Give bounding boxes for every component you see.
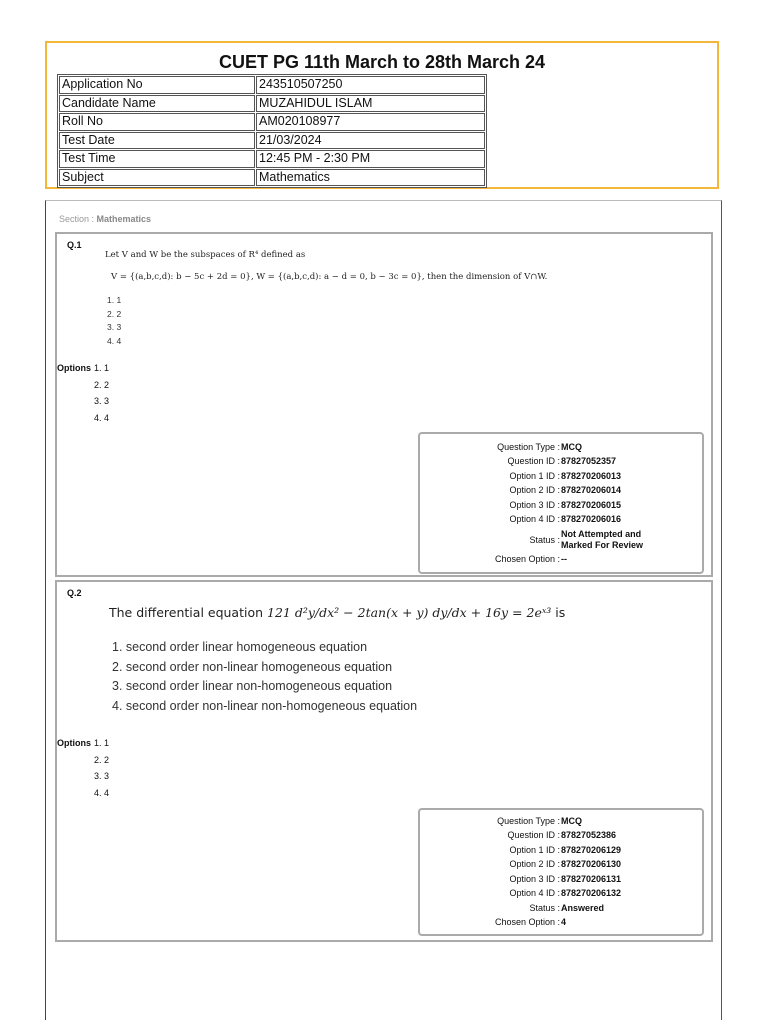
choice-item: 4. 4 — [107, 335, 122, 346]
candidate-info-table — [57, 74, 487, 188]
subject-label: Subject — [59, 169, 255, 187]
status-value: Answered — [561, 903, 605, 913]
table-row — [59, 150, 485, 168]
candidate-header — [45, 41, 719, 189]
test-date-value: 21/03/2024 — [256, 132, 485, 150]
question-id-value: 87827052386 — [561, 830, 617, 840]
candidate-name-value: MUZAHIDUL ISLAM — [256, 95, 485, 113]
section-name: Mathematics — [96, 214, 152, 224]
choice-item: 2. second order non-linear homogeneous equation — [112, 659, 393, 674]
subject-value: Mathematics — [256, 169, 485, 187]
question-number: Q.2 — [67, 588, 82, 598]
choice-list — [112, 638, 417, 716]
option-item: 4. 4 — [94, 787, 110, 798]
question-stem-line2: V = {(a,b,c,d): b − 5c + 2d = 0}, W = {(a,b,c,d): a − d = 0, b − 3c = 0}, then the dimension of V∩W. — [111, 272, 548, 282]
question-number: Q.1 — [67, 240, 82, 250]
test-time-label: Test Time — [59, 150, 255, 168]
option-item: 3. 3 — [94, 396, 110, 406]
equation: 121 d²y/dx² − 2tan(x + y) dy/dx + 16y = 2eˣ³ — [267, 605, 552, 620]
page-title: CUET PG 11th March to 28th March 24 — [218, 52, 546, 72]
section-prefix: Section : — [59, 214, 97, 224]
chosen-option-value: -- — [561, 554, 567, 564]
choice-item: 4. second order non-linear non-homogeneous equation — [112, 698, 418, 713]
application-no-value: 243510507250 — [256, 76, 485, 94]
choice-item: 3. 3 — [107, 322, 122, 332]
chosen-option-value: 4 — [561, 917, 567, 927]
application-no-label: Application No — [59, 76, 255, 94]
status-value: Not Attempted and Marked For Review — [561, 529, 644, 550]
roll-no-label: Roll No — [59, 113, 255, 131]
question-id-value: 87827052357 — [561, 456, 617, 466]
table-row — [59, 169, 485, 187]
question-stem-line1: Let V and W be the subspaces of R⁴ defined as — [105, 250, 306, 260]
roll-no-value: AM020108977 — [256, 113, 485, 131]
candidate-name-label: Candidate Name — [59, 95, 255, 113]
choice-item: 1. second order linear homogeneous equation — [112, 640, 368, 654]
table-row — [59, 113, 485, 131]
table-row — [59, 76, 485, 94]
table-row — [59, 132, 485, 150]
options-label: Options — [57, 738, 91, 748]
question-type-value: MCQ — [561, 442, 582, 452]
option-item: 4. 4 — [94, 412, 110, 423]
question-stem: The differential equation 121 d²y/dx² − 2tan(x + y) dy/dx + 16y = 2eˣ³ is — [109, 605, 566, 620]
option-item: 1. 1 — [94, 738, 110, 748]
option-item: 3. 3 — [94, 771, 110, 781]
choice-item: 2. 2 — [107, 308, 122, 319]
option-item: 2. 2 — [94, 754, 110, 765]
choice-item: 3. second order linear non-homogeneous equation — [112, 679, 393, 693]
table-row — [59, 95, 485, 113]
choice-list — [107, 294, 121, 348]
section-label — [59, 214, 151, 224]
question-2-meta-box: Question Type : MCQ Question ID : 87827052386 Option 1 ID : 878270206129 Option 2 ID : 878270206130 Option 3 ID : 878270206131 Option 4 ID : 878270206132 Status : Answered Chosen Option : 4 — [418, 808, 704, 936]
options-label: Options — [57, 363, 91, 373]
test-time-value: 12:45 PM - 2:30 PM — [256, 150, 485, 168]
options-list — [94, 735, 109, 801]
choice-item: 1. 1 — [107, 295, 122, 305]
options-list — [94, 360, 109, 426]
question-1-meta-box: Question Type : MCQ Question ID : 87827052357 Option 1 ID : 878270206013 Option 2 ID : 878270206014 Option 3 ID : 878270206015 Option 4 ID : 878270206016 Status : Not Attempted and Marked For Review Chosen Option : -- — [418, 432, 704, 574]
question-type-value: MCQ — [561, 816, 582, 826]
option-item: 2. 2 — [94, 379, 110, 390]
option-item: 1. 1 — [94, 363, 110, 373]
test-date-label: Test Date — [59, 132, 255, 150]
